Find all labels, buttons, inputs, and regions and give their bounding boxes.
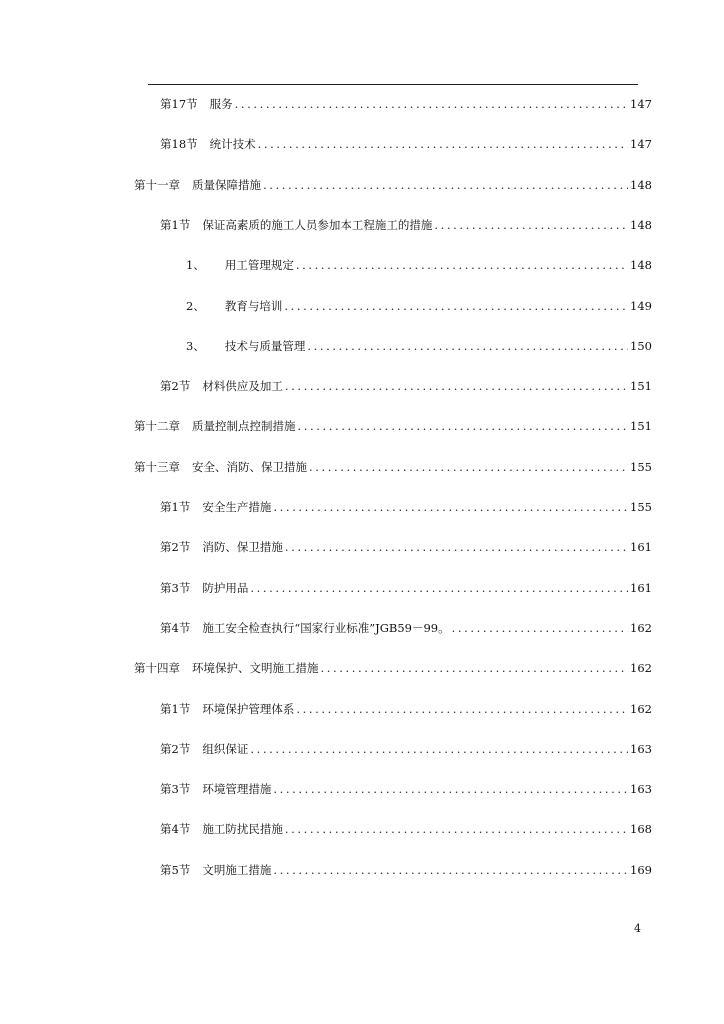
dot-leader	[285, 821, 628, 837]
toc-entry-page: 161	[630, 580, 652, 595]
header-rule	[148, 84, 638, 85]
toc-entry-title: 统计技术	[209, 137, 256, 152]
toc-entry-title: 安全生产措施	[202, 500, 272, 514]
toc-entry-title: 环境保护管理体系	[202, 701, 295, 716]
toc-entry-number: 第十三章	[134, 459, 180, 474]
toc-entry-title: 消防、保卫措施	[202, 540, 283, 555]
toc-entry-label	[160, 620, 450, 636]
toc-entry-page: 168	[630, 822, 652, 837]
toc-entry-number: 3、	[186, 338, 205, 353]
toc-entry-page: 162	[630, 620, 652, 635]
toc-entry-number: 第2节	[160, 379, 191, 394]
toc-entry-page: 161	[630, 540, 652, 555]
toc-entry-label	[186, 257, 294, 273]
toc-entry[interactable]	[134, 177, 652, 193]
toc-entry-page: 147	[630, 97, 652, 111]
dot-leader	[250, 580, 628, 596]
toc-entry[interactable]	[160, 620, 652, 636]
toc-entry-page: 155	[630, 500, 652, 514]
toc-entry-label	[160, 781, 271, 797]
toc-entry-page: 162	[630, 661, 652, 676]
toc-entry-title: 文明施工措施	[202, 862, 272, 877]
dot-leader	[235, 96, 628, 112]
dot-leader	[284, 298, 628, 314]
toc-entry-page: 162	[630, 701, 652, 716]
toc-entry-label	[160, 136, 256, 152]
dot-leader	[309, 459, 628, 475]
toc-entry-title: 施工安全检查执行“国家行业标准”JGB59－99。	[202, 620, 450, 635]
toc-entry-number: 第3节	[160, 782, 191, 797]
toc-entry-number: 第18节	[160, 137, 198, 152]
dot-leader	[273, 862, 628, 878]
toc-entry-number: 第4节	[160, 620, 191, 635]
toc-entry-title: 技术与质量管理	[224, 338, 306, 353]
toc-entry[interactable]	[186, 257, 652, 273]
toc-entry-number: 第3节	[160, 580, 191, 595]
toc-entry-label	[160, 580, 248, 596]
dot-leader	[296, 257, 628, 273]
toc-entry-title: 防护用品	[202, 580, 249, 595]
toc-entry-label	[134, 418, 296, 434]
toc-entry[interactable]	[160, 701, 652, 717]
toc-entry-title: 环境管理措施	[202, 782, 272, 797]
toc-entry-page: 169	[630, 862, 652, 877]
dot-leader	[258, 136, 628, 152]
toc-entry-title: 教育与培训	[224, 298, 283, 313]
toc-entry-label	[160, 741, 248, 757]
dot-leader	[452, 620, 628, 636]
toc-entry-page: 148	[630, 177, 652, 192]
dot-leader	[273, 499, 628, 515]
toc-entry[interactable]	[160, 96, 652, 112]
toc-entry-label	[160, 378, 283, 394]
toc-entry[interactable]	[160, 781, 652, 797]
toc-entry[interactable]	[160, 741, 652, 757]
toc-entry-label	[160, 701, 294, 717]
toc-entry-title: 服务	[209, 97, 233, 111]
toc-entry[interactable]	[134, 418, 652, 434]
toc-entry-label	[186, 298, 282, 314]
toc-entry-title: 材料供应及加工	[202, 379, 283, 394]
toc-entry[interactable]	[186, 338, 652, 354]
dot-leader	[298, 418, 629, 434]
dot-leader	[250, 741, 628, 757]
toc-entry-title: 组织保证	[202, 741, 249, 756]
toc-entry-number: 第17节	[160, 97, 198, 111]
toc-entry-title: 保证高素质的施工人员参加本工程施工的措施	[202, 217, 433, 232]
toc-entry-page: 151	[630, 379, 652, 394]
toc-entry-page: 150	[630, 338, 652, 353]
toc-entry-page: 148	[630, 258, 652, 273]
toc-entry[interactable]	[160, 862, 652, 878]
dot-leader	[285, 378, 628, 394]
dot-leader	[296, 701, 628, 717]
toc-entry-label	[134, 459, 307, 475]
toc-entry[interactable]	[186, 298, 652, 314]
dot-leader	[307, 338, 628, 354]
toc-entry-page: 163	[630, 741, 652, 756]
toc-entry-label	[134, 177, 261, 193]
toc-entry[interactable]	[160, 821, 652, 837]
toc-entry-title: 环境保护、文明施工措施	[192, 661, 319, 676]
toc-entry-page: 147	[630, 137, 652, 152]
toc-entry[interactable]	[160, 580, 652, 596]
toc-entry-number: 第2节	[160, 540, 191, 555]
toc-entry-number: 第1节	[160, 217, 191, 232]
toc-entry-title: 质量保障措施	[192, 177, 261, 192]
toc-entry-page: 149	[630, 298, 652, 313]
toc-entry[interactable]	[160, 217, 652, 233]
toc-entry-label	[186, 338, 305, 354]
toc-entry-title: 用工管理规定	[224, 258, 294, 273]
toc-entry-number: 2、	[186, 298, 205, 313]
toc-entry-number: 第1节	[160, 500, 191, 514]
toc-entry[interactable]	[134, 459, 652, 475]
toc-entry[interactable]	[160, 378, 652, 394]
toc-entry-label	[160, 217, 432, 233]
dot-leader	[321, 660, 629, 676]
dot-leader	[285, 539, 628, 555]
toc-entry-number: 第5节	[160, 862, 191, 877]
toc-entry-number: 第十四章	[134, 661, 180, 676]
toc-entry-label	[160, 539, 283, 555]
toc-entry[interactable]	[134, 660, 652, 676]
toc-entry-number: 第1节	[160, 701, 191, 716]
toc-entry-title: 施工防扰民措施	[202, 822, 283, 837]
toc-entry-label	[160, 96, 233, 112]
toc-entry-number: 第十二章	[134, 419, 180, 434]
dot-leader	[263, 177, 628, 193]
toc-entry-label	[134, 660, 319, 676]
toc-entry-number: 第2节	[160, 741, 191, 756]
toc-entry[interactable]	[160, 539, 652, 555]
toc-entry-number: 第十一章	[134, 177, 180, 192]
toc-entry-number: 1、	[186, 258, 205, 273]
toc-entry-label	[160, 821, 283, 837]
toc-entry-page: 163	[630, 782, 652, 797]
toc-entry-label	[160, 862, 271, 878]
toc-entry[interactable]	[160, 136, 652, 152]
dot-leader	[434, 217, 628, 233]
toc-entry-title: 质量控制点控制措施	[192, 419, 296, 434]
toc-entry-page: 151	[630, 419, 652, 434]
toc-entry-title: 安全、消防、保卫措施	[192, 459, 307, 474]
toc-entry-page: 155	[630, 459, 652, 474]
toc-entry[interactable]	[160, 499, 652, 515]
toc-entry-label	[160, 499, 271, 515]
dot-leader	[273, 781, 628, 797]
page-number: 4	[634, 922, 641, 935]
toc-entry-page: 148	[630, 217, 652, 232]
toc-entry-number: 第4节	[160, 822, 191, 837]
